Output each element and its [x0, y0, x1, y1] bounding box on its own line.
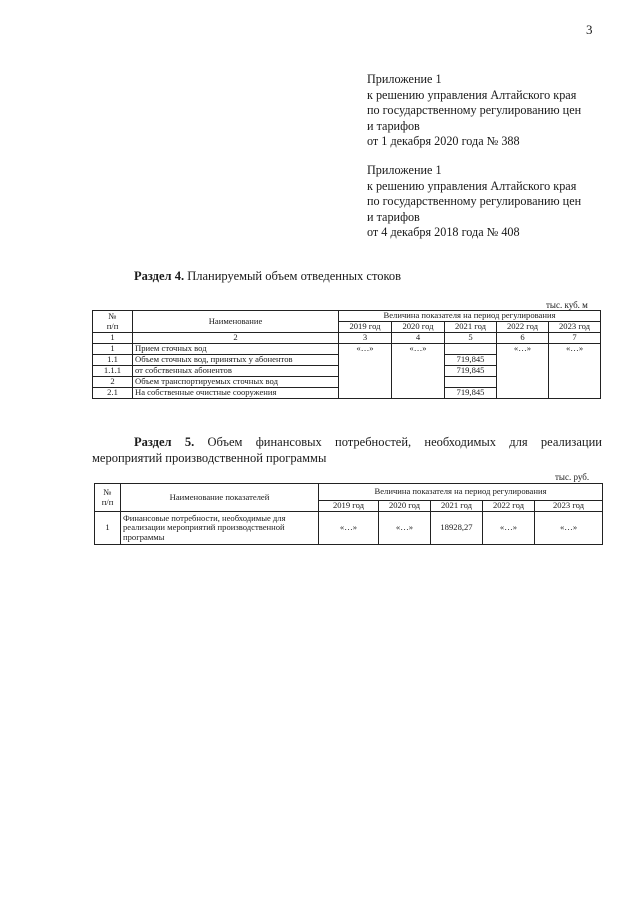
header-year: 2021 год: [431, 501, 483, 512]
header-year: 2022 год: [497, 322, 549, 333]
header-period: Величина показателя на период регулирования: [319, 484, 603, 501]
row-name: от собственных абонентов: [133, 366, 339, 377]
value-2021: [445, 344, 497, 355]
row-num: 2.1: [93, 388, 133, 399]
value-2022: «…»: [497, 344, 549, 399]
header-name: Наименование показателей: [121, 484, 319, 512]
col-number: 5: [445, 333, 497, 344]
value-2019: «…»: [319, 512, 379, 545]
row-name: Объем транспортируемых сточных вод: [133, 377, 339, 388]
value-2019: «…»: [339, 344, 392, 399]
header-year: 2022 год: [483, 501, 535, 512]
section5-title-text: Объем финансовых потребностей, необходимых для реализации мероприятий производственной программы: [92, 435, 602, 465]
header-num: № п/п: [93, 311, 133, 333]
section5-title-bold: Раздел 5.: [134, 435, 195, 449]
header-year: 2019 год: [339, 322, 392, 333]
row-num: 1.1.1: [93, 366, 133, 377]
header-year: 2020 год: [379, 501, 431, 512]
row-name: Прием сточных вод: [133, 344, 339, 355]
row-num: 2: [93, 377, 133, 388]
value-2023: «…»: [549, 344, 601, 399]
section5-table: [94, 483, 603, 545]
value-2023: «…»: [535, 512, 603, 545]
appendix-line: и тарифов: [367, 209, 420, 224]
section4-title: [134, 268, 401, 284]
value-2021: 719,845: [445, 366, 497, 377]
row-name: На собственные очистные сооружения: [133, 388, 339, 399]
row-num: 1: [93, 344, 133, 355]
appendix-line: Приложение 1: [367, 163, 442, 177]
col-number: 7: [549, 333, 601, 344]
section4-title-text: Планируемый объем отведенных стоков: [184, 269, 402, 283]
value-2021: 719,845: [445, 355, 497, 366]
col-number: 2: [133, 333, 339, 344]
appendix-line: от 1 декабря 2020 года № 388: [367, 134, 520, 148]
header-num: № п/п: [95, 484, 121, 512]
appendix-line: к решению управления Алтайского края: [367, 87, 577, 102]
section4-unit: тыс. куб. м: [546, 300, 588, 310]
value-2020: «…»: [379, 512, 431, 545]
col-number: 3: [339, 333, 392, 344]
value-2020: «…»: [392, 344, 445, 399]
section5-title: [92, 434, 602, 466]
row-num: 1.1: [93, 355, 133, 366]
row-num: 1: [95, 512, 121, 545]
appendix-line: Приложение 1: [367, 72, 442, 86]
value-2021: 18928,27: [431, 512, 483, 545]
section4-title-bold: Раздел 4.: [134, 269, 185, 283]
section4-table: [92, 310, 601, 399]
row-name: Объем сточных вод, принятых у абонентов: [133, 355, 339, 366]
table-row: [93, 344, 601, 355]
value-2022: «…»: [483, 512, 535, 545]
col-number: 1: [93, 333, 133, 344]
header-year: 2021 год: [445, 322, 497, 333]
header-period: Величина показателя на период регулирования: [339, 311, 601, 322]
col-number: 4: [392, 333, 445, 344]
header-year: 2020 год: [392, 322, 445, 333]
row-name: Финансовые потребности, необходимые для реализации мероприятий производственной программы: [121, 512, 319, 545]
appendix-original: [367, 163, 617, 241]
appendix-line: и тарифов: [367, 118, 420, 133]
table-row: [95, 512, 603, 545]
value-2021: [445, 377, 497, 388]
header-year: 2019 год: [319, 501, 379, 512]
value-2021: 719,845: [445, 388, 497, 399]
header-year: 2023 год: [535, 501, 603, 512]
section5-unit: тыс. руб.: [555, 472, 590, 482]
appendix-line: по государственному регулированию цен: [367, 103, 582, 117]
appendix-current: [367, 72, 617, 150]
appendix-line: от 4 декабря 2018 года № 408: [367, 225, 520, 239]
appendix-line: по государственному регулированию цен: [367, 194, 582, 208]
col-number: 6: [497, 333, 549, 344]
header-name: Наименование: [133, 311, 339, 333]
page-number: 3: [586, 22, 593, 37]
appendix-line: к решению управления Алтайского края: [367, 178, 577, 193]
header-year: 2023 год: [549, 322, 601, 333]
